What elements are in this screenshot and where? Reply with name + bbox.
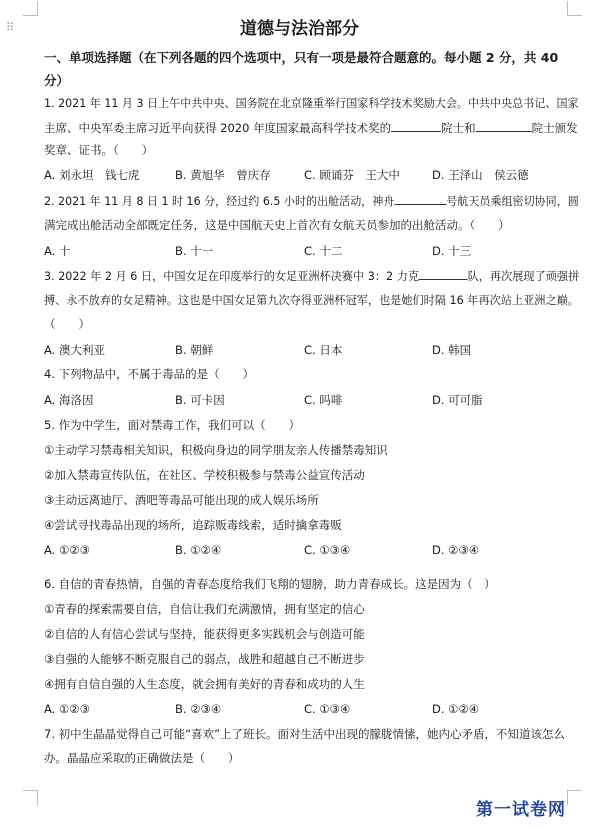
- q2-line-1: 2. 2021 年 11 月 8 日 1 时 16 分，经过约 6.5 小时的出舱活动，神舟 号航天员乘组密切协同，圆: [44, 194, 579, 208]
- q1-option-c: C. 顾诵芬 王大中: [304, 168, 400, 182]
- q2-option-b: B. 十一: [175, 244, 214, 258]
- q3-line-2: 搏、永不放弃的女足精神。这也是中国女足第九次夺得亚洲杯冠军，也是她们时隔 16 年再次站上亚洲之巅。: [44, 293, 579, 307]
- watermark-logo: 第一试卷网: [476, 800, 566, 820]
- q1-option-a: A. 刘永坦 钱七虎: [44, 168, 140, 182]
- crop-mark-top-left: [23, 1, 38, 16]
- crop-mark-top-right: [567, 1, 582, 16]
- q6-item-3: ③自强的人能够不断克服自己的弱点，战胜和超越自己不断进步: [44, 652, 365, 666]
- q6-line-1: 6. 自信的青春热情，自强的青春态度给我们飞翔的翅膀，助力青春成长。这是因为（ ）: [44, 577, 496, 591]
- q3-option-c: C. 日本: [304, 343, 343, 357]
- q2-blank: [394, 193, 446, 205]
- q3-line-1: 3. 2022 年 2 月 6 日，中国女足在印度举行的女足亚洲杯决赛中 3：2 力克 队，再次展现了顽强拼: [44, 269, 580, 283]
- q2-option-c: C. 十二: [304, 244, 343, 258]
- q1-option-d: D. 王泽山 侯云德: [432, 168, 529, 182]
- q3-option-b: B. 朝鲜: [175, 343, 214, 357]
- q3-blank: [419, 268, 468, 280]
- q5-option-b: B. ①②④: [175, 543, 222, 557]
- q1-line-1: 1. 2021 年 11 月 3 日上午中共中央、国务院在北京隆重举行国家科学技术奖励大会。中共中央总书记、国家: [44, 96, 579, 110]
- q3-option-a: A. 澳大利亚: [44, 343, 105, 357]
- q1-line-3: 奖章、证书。（ ）: [44, 143, 154, 157]
- q5-item-3: ③主动远离迪厅、酒吧等毒品可能出现的成人娱乐场所: [44, 493, 319, 507]
- q4-option-a: A. 海洛因: [44, 393, 94, 407]
- q5-item-4: ④尝试寻找毒品出现的场所，追踪贩毒线索，适时擒拿毒贩: [44, 518, 342, 532]
- page-title: 道德与法治部分: [240, 19, 359, 39]
- section-heading: 一、单项选择题（在下列各题的四个选项中，只有一项是最符合题意的。每小题 2 分，共 40: [44, 50, 559, 65]
- q6-item-1: ①青春的探索需要自信，自信让我们充满激情，拥有坚定的信心: [44, 602, 365, 616]
- q4-option-c: C. 吗啡: [304, 393, 343, 407]
- q5-option-a: A. ①②③: [44, 543, 90, 557]
- q5-item-1: ①主动学习禁毒相关知识，积极向身边的同学朋友亲人传播禁毒知识: [44, 443, 388, 457]
- q6-option-a: A. ①②③: [44, 702, 90, 716]
- q4-option-d: D. 可可脂: [432, 393, 483, 407]
- q1-line-2: 主席、中央军委主席习近平向获得 2020 年度国家最高科学技术奖的 院士和 院士颁发: [44, 121, 578, 135]
- q1-option-b: B. 黄旭华 曾庆存: [175, 168, 271, 182]
- q4-option-b: B. 可卡因: [175, 393, 225, 407]
- q5-option-d: D. ②③④: [432, 543, 480, 557]
- q3-line-3: （ ）: [44, 317, 90, 331]
- q1-blank-1: [391, 120, 441, 132]
- q4-line-1: 4. 下列物品中，不属于毒品的是（ ）: [44, 367, 255, 381]
- q3-option-d: D. 韩国: [432, 343, 472, 357]
- q2-option-d: D. 十三: [432, 244, 472, 258]
- q1-blank-2: [476, 120, 532, 132]
- drag-handle-icon[interactable]: ⠿: [6, 21, 14, 34]
- q6-option-d: D. ①②④: [432, 702, 480, 716]
- q6-item-4: ④拥有自信自强的人生态度，就会拥有美好的青春和成功的人生: [44, 677, 365, 691]
- q2-option-a: A. 十: [44, 244, 71, 258]
- crop-mark-bottom-left: [23, 790, 38, 805]
- q5-item-2: ②加入禁毒宣传队伍，在社区、学校积极参与禁毒公益宣传活动: [44, 468, 365, 482]
- q5-line-1: 5. 作为中学生，面对禁毒工作，我们可以（ ）: [44, 418, 301, 432]
- q2-line-2: 满完成出舱活动全部既定任务，这是中国航天史上首次有女航天员参加的出舱活动。（ ）: [44, 218, 510, 232]
- q7-line-2: 办。晶晶应采取的正确做法是（ ）: [44, 751, 240, 765]
- q5-option-c: C. ①③④: [304, 543, 351, 557]
- crop-mark-bottom-right: [567, 790, 582, 805]
- q6-item-2: ②自信的人有信心尝试与坚持，能获得更多实践机会与创造可能: [44, 627, 365, 641]
- q7-line-1: 7. 初中生晶晶觉得自己可能“喜欢”上了班长。面对生活中出现的朦胧情愫，她内心矛盾，不知道该怎么: [44, 727, 566, 741]
- q6-option-b: B. ②③④: [175, 702, 222, 716]
- section-heading-tail: 分）: [44, 73, 70, 88]
- q6-option-c: C. ①③④: [304, 702, 351, 716]
